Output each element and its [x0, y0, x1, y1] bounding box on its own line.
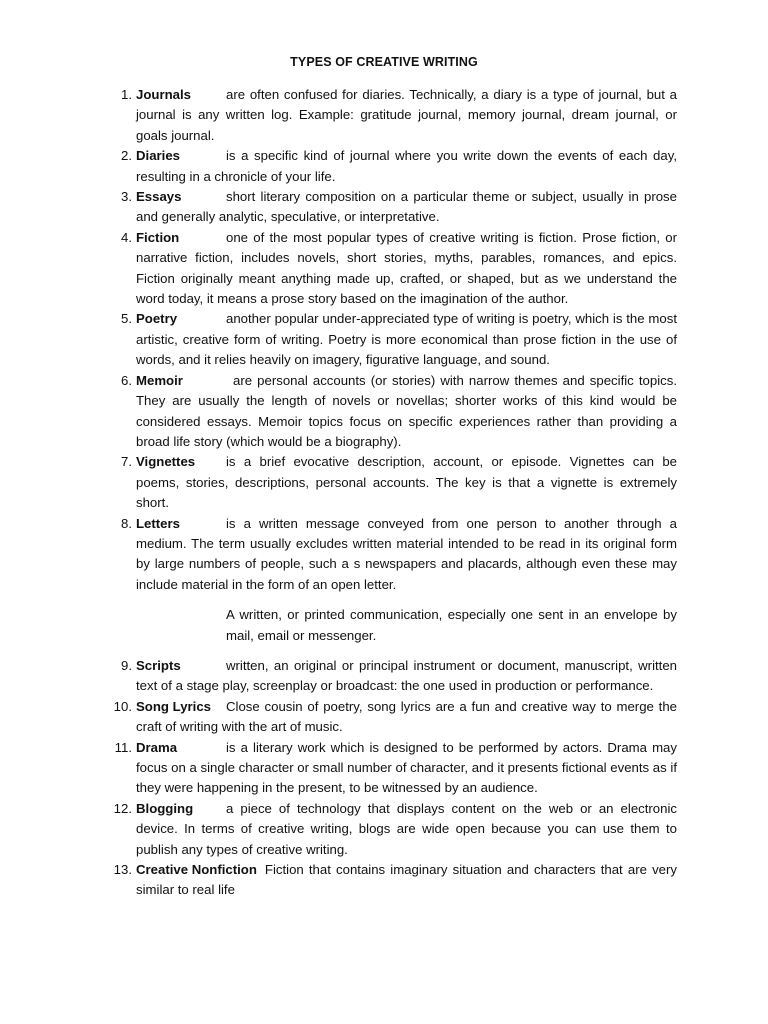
item-number: 5. — [121, 311, 132, 327]
item-number: 1. — [121, 87, 132, 102]
list-item-diaries — [0, 146, 768, 187]
list-item-blogging — [0, 799, 768, 860]
item-number: 10. — [113, 698, 132, 714]
list-item-scripts — [0, 656, 768, 697]
item-number: 4. — [121, 229, 132, 245]
item-text: is a brief evocative description, account, or episode. Vignettes can be poems, stories, descriptions, personal accounts. The key is that a vignette is extremely short. — [136, 454, 677, 511]
item-term: Scripts — [136, 657, 181, 673]
item-text: are personal accounts (or stories) with narrow themes and specific topics. They are usually the length of novels or novellas; shorter works of this kind would be considered essays. Memoir topics focus on specific experiences rather than providing a broad life story (which would be a biography). — [136, 372, 677, 449]
item-text: a piece of technology that displays content on the web or an electronic device. In terms of creative writing, blogs are wide open because you can use them to publish any types of creative writing. — [136, 800, 677, 857]
item-term: Memoir — [136, 372, 183, 388]
item-text: another popular under-appreciated type of writing is poetry, which is the most artistic, creative form of writing. Poetry is more economical than prose fiction in the use of words, and it relies heavily on imagery, figurative language, and sound. — [136, 311, 677, 368]
list-item-creative-nonfiction — [0, 860, 768, 901]
item-term: Drama — [136, 739, 178, 755]
item-text: Fiction that contains imaginary situation and characters that are very similar to real life — [136, 862, 677, 898]
list-item-drama — [0, 738, 768, 799]
list-item-vignettes — [0, 452, 768, 513]
item-term: Poetry — [136, 311, 178, 327]
item-term: Fiction — [136, 229, 180, 245]
item-text: written, an original or principal instrument or document, manuscript, written text of a stage play, screenplay or broadcast: the one used in production or performance. — [136, 657, 677, 694]
item-text: is a written message conveyed from one person to another through a medium. The term usually excludes written material intended to be read in its original form by large numbers of people, such a s newspapers and placards, although even these may include material in the form of an open letter. — [136, 515, 677, 592]
item-term: Diaries — [136, 148, 180, 164]
page-title: TYPES OF CREATIVE WRITING — [290, 55, 478, 69]
item-text: is a literary work which is designed to be performed by actors. Drama may focus on a single character or small number of character, and it presents fictional events as if they were happening in the present, to be witnessed by an audience. — [136, 739, 677, 796]
item-term: Essays — [136, 189, 182, 205]
item-number: 7. — [121, 454, 132, 470]
item-term: Journals — [136, 87, 191, 102]
item-text: short literary composition on a particular theme or subject, usually in prose and generally analytic, speculative, or interpretative. — [136, 189, 677, 225]
item-text: is a specific kind of journal where you write down the events of each day, resulting in a chronicle of your life. — [136, 148, 677, 184]
item-number: 8. — [121, 515, 132, 531]
item-number: 6. — [121, 372, 132, 388]
list-item-memoir — [0, 371, 768, 453]
item-term: Song Lyrics — [136, 698, 211, 714]
letters-note: A written, or printed communication, especially one sent in an envelope by mail, email or messenger. — [226, 607, 677, 643]
item-term: Vignettes — [136, 454, 196, 470]
item-term: Blogging — [136, 800, 194, 816]
item-number: 3. — [121, 189, 132, 205]
item-number: 12. — [113, 800, 132, 816]
item-number: 9. — [121, 657, 132, 673]
list-item-essays — [0, 187, 768, 228]
list-item-fiction — [0, 228, 768, 310]
item-text: one of the most popular types of creative writing is fiction. Prose fiction, or narrative fiction, includes novels, short stories, myths, parables, romances, and epics. Fiction originally meant anything made up, crafted, or shaped, but as we understand the word today, it means a prose story based on the imagination of the author. — [136, 229, 677, 307]
item-term: Letters — [136, 515, 180, 531]
item-text: are often confused for diaries. Technically, a diary is a type of journal, but a journal is any written log. Example: gratitude journal, memory journal, dream journal, or goals journal. — [136, 87, 677, 143]
list-item-letters — [0, 514, 768, 596]
item-number: 11. — [114, 739, 132, 755]
list-item-song-lyrics — [0, 697, 768, 738]
item-number: 2. — [121, 148, 132, 164]
item-number: 13. — [113, 862, 132, 878]
list-item-poetry — [0, 309, 768, 370]
item-term: Creative Nonfiction — [136, 862, 257, 878]
types-list — [0, 85, 768, 901]
item-text: Close cousin of poetry, song lyrics are a fun and creative way to merge the craft of writing with the art of music. — [136, 698, 677, 735]
list-item-journals — [0, 85, 768, 146]
